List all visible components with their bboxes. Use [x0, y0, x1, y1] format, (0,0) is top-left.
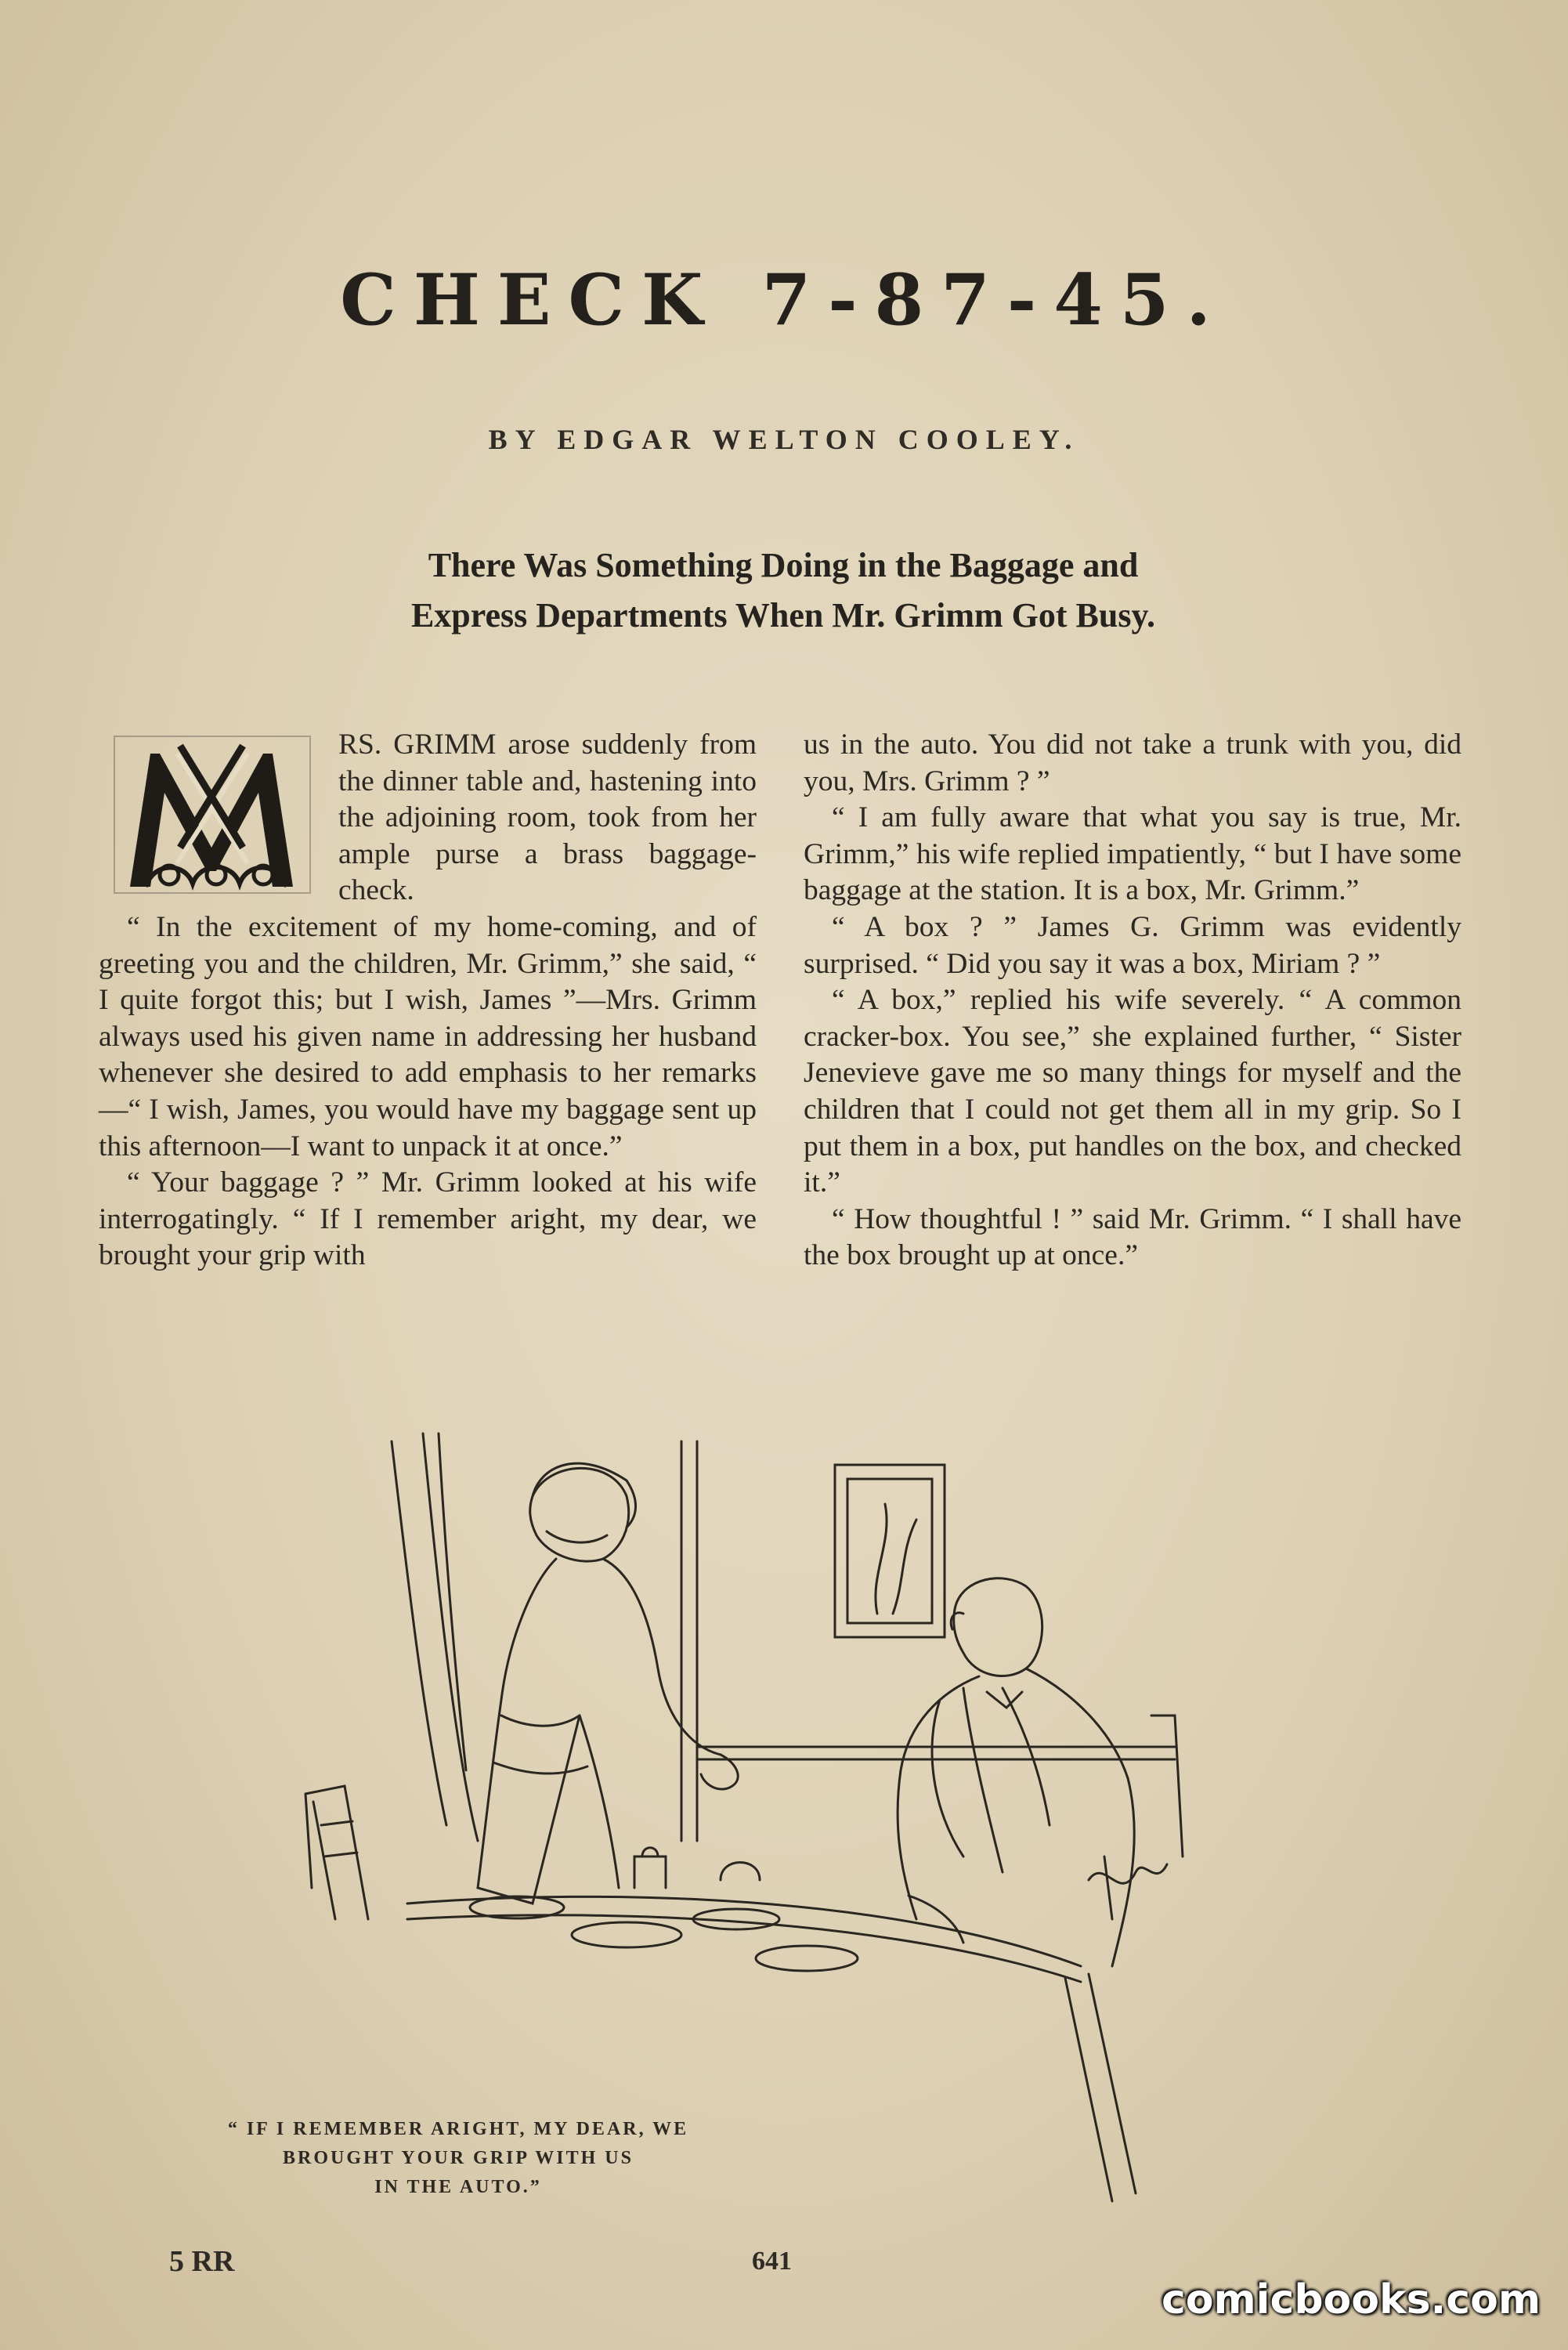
page-number: 641: [752, 2247, 792, 2276]
paragraph: “ Your baggage ? ” Mr. Grimm looked at his wife interrogatingly. “ If I remember aright, my dear, we brought your grip with: [99, 1166, 757, 1272]
caption-line: “ IF I REMEMBER ARIGHT, MY DEAR, WE: [227, 2119, 689, 2139]
paragraph: us in the auto. You did not take a trunk with you, did you, Mrs. Grimm ? ”: [804, 728, 1461, 797]
byline: BY EDGAR WELTON COOLEY.: [488, 424, 1080, 455]
illustration-caption: [180, 2115, 736, 2202]
paragraph: RS. GRIMM arose suddenly from the dinner table and, hastening into the adjoining room, took from her ample purse a brass baggage-check.: [338, 728, 757, 907]
drop-cap-letter: M: [211, 824, 213, 825]
paragraph: “ How thoughtful ! ” said Mr. Grimm. “ I shall have the box brought up at once.”: [804, 1202, 1461, 1272]
caption-line: IN THE AUTO.”: [374, 2177, 542, 2197]
paragraph: “ I am fully aware that what you say is true, Mr. Grimm,” his wife replied impatiently, “ but I have some baggage at the station. It is a box, Mr. Grimm.”: [804, 801, 1461, 907]
subtitle: [298, 540, 1269, 641]
paragraph: “ In the excitement of my home-coming, and of greeting you and the children, Mr. Grimm,” she said, “ I quite forgot this; but I wish, James ”—Mrs. Grimm always used his given name in addressing her husband whenever she desired to add emphasis to her remarks—“ I wish, James, you would have my baggage sent up this afternoon—I want to unpack it at once.”: [99, 910, 757, 1162]
subtitle-line: Express Departments When Mr. Grimm Got Busy.: [410, 596, 1156, 634]
footer-signature: 5 RR: [169, 2245, 235, 2278]
right-column: [804, 727, 1461, 1274]
watermark: comicbooks.com: [1161, 2276, 1541, 2323]
story-title: CHECK 7-87-45.: [340, 258, 1228, 342]
caption-line: BROUGHT YOUR GRIP WITH US: [283, 2148, 634, 2168]
drop-cap-ornament: [99, 730, 324, 909]
dinner-scene-illustration: [298, 1418, 1269, 2209]
paragraph: “ A box,” replied his wife severely. “ A common cracker-box. You see,” she explained further, “ Sister Jenevieve gave me so many things for myself and the children that I could not get them all in my grip. So I put them in a box, put handles on the box, and checked it.”: [804, 984, 1461, 1199]
paragraph: “ A box ? ” James G. Grimm was evidently surprised. “ Did you say it was a box, Miriam ? ”: [804, 910, 1461, 980]
subtitle-line: There Was Something Doing in the Baggage and: [428, 546, 1139, 584]
left-column: [99, 727, 757, 1274]
